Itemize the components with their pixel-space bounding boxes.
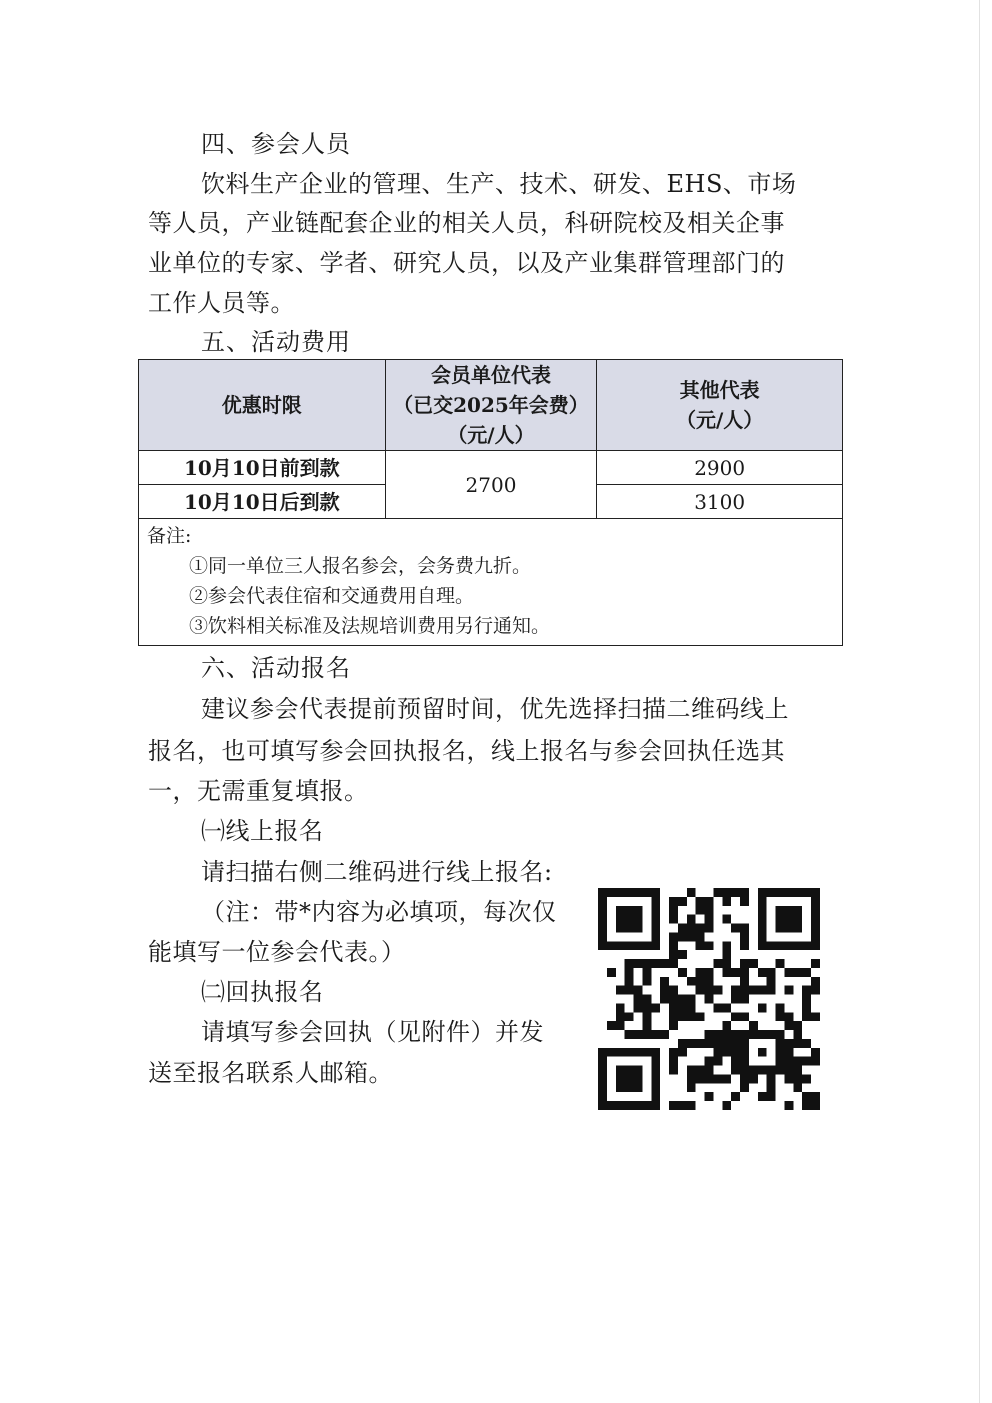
notes-row [139, 519, 843, 646]
online-heading: ㈠线上报名 [201, 817, 324, 845]
period-cell: 10月10日前到款 [139, 451, 386, 485]
section6-line-3: 一，无需重复填报。 [148, 777, 369, 805]
header-period: 优惠时限 [139, 360, 386, 451]
scan-edge [979, 0, 980, 1403]
header-other-line-2: （元/人） [676, 408, 764, 432]
note-item: ①同一单位三人报名参会，会务费九折。 [189, 555, 532, 577]
note-item: ②参会代表住宿和交通费用自理。 [189, 585, 475, 607]
header-member-line-3: （元/人） [447, 423, 535, 447]
header-member [385, 360, 597, 451]
header-other-line-1: 其他代表 [679, 378, 760, 402]
receipt-heading: ㈡回执报名 [201, 978, 324, 1006]
other-fee-cell: 3100 [597, 485, 843, 519]
fee-table-header-row [139, 360, 843, 451]
other-fee-cell: 2900 [597, 451, 843, 485]
section4-heading: 四、参会人员 [201, 130, 351, 158]
header-member-line-1: 会员单位代表 [430, 363, 551, 387]
section6-line-2: 报名，也可填写参会回执报名，线上报名与参会回执任选其 [148, 737, 785, 765]
fee-table [138, 359, 843, 646]
member-fee-cell: 2700 [385, 451, 597, 519]
online-note-2: 能填写一位参会代表。） [148, 938, 406, 966]
header-member-line-2: （已交2025年会费） [393, 393, 589, 417]
period-cell: 10月10日后到款 [139, 485, 386, 519]
notes-cell [139, 519, 843, 646]
section5-heading: 五、活动费用 [201, 328, 351, 356]
section4-line-2: 等人员，产业链配套企业的相关人员，科研院校及相关企事 [148, 209, 785, 237]
online-note-1: （注：带*内容为必填项，每次仅 [201, 898, 557, 926]
online-line-1: 请扫描右侧二维码进行线上报名: [201, 858, 553, 886]
receipt-line-1: 请填写参会回执（见附件）并发 [201, 1018, 544, 1046]
table-row [139, 451, 843, 485]
qr-code-icon[interactable] [598, 888, 820, 1110]
section6-line-1: 建议参会代表提前预留时间，优先选择扫描二维码线上 [201, 695, 789, 723]
section4-line-3: 业单位的专家、学者、研究人员，以及产业集群管理部门的 [148, 249, 785, 277]
note-item: ③饮料相关标准及法规培训费用另行通知。 [189, 615, 551, 637]
header-other [597, 360, 843, 451]
section6-heading: 六、活动报名 [201, 654, 351, 682]
notes-label: 备注: [147, 525, 192, 547]
section4-line-1: 饮料生产企业的管理、生产、技术、研发、EHS、市场 [201, 170, 797, 198]
receipt-line-2: 送至报名联系人邮箱。 [148, 1059, 393, 1087]
section4-line-4: 工作人员等。 [148, 289, 295, 317]
